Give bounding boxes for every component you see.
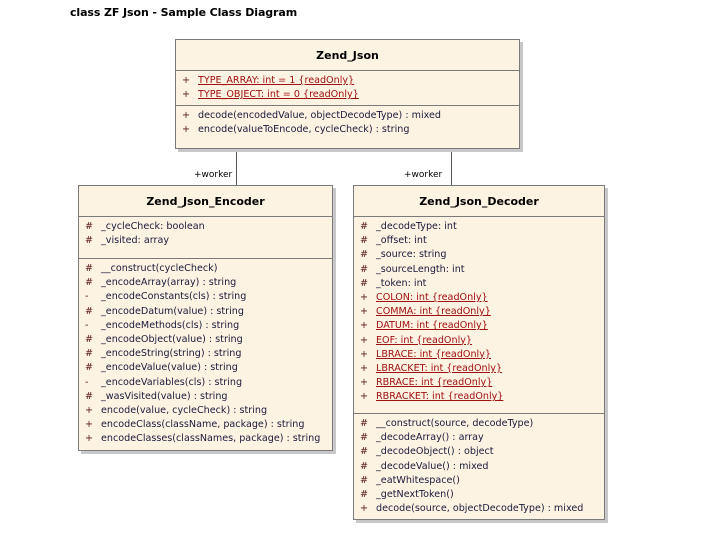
- attributes-compartment: [79, 217, 332, 259]
- member-row[interactable]: [354, 376, 604, 390]
- member-signature: decode(encodedValue, objectDecodeType) : mixed: [198, 110, 442, 121]
- member-signature: decode(source, objectDecodeType) : mixed: [376, 503, 584, 515]
- member-row[interactable]: [354, 502, 604, 516]
- visibility-marker: #: [360, 221, 369, 232]
- visibility-marker: #: [85, 305, 94, 317]
- association-line-decoder: [451, 149, 452, 186]
- class-zend-json-decoder[interactable]: [353, 185, 605, 520]
- member-row[interactable]: [354, 460, 604, 474]
- member-signature: _encodeVariables(cls) : string: [101, 376, 243, 388]
- visibility-marker: #: [85, 277, 94, 289]
- member-signature: RBRACE: int {readOnly}: [376, 377, 493, 389]
- member-row[interactable]: [354, 474, 604, 488]
- member-row[interactable]: [354, 445, 604, 459]
- member-signature: _encodeDatum(value) : string: [101, 305, 244, 317]
- visibility-marker: -: [85, 319, 89, 331]
- class-name: Zend_Json: [176, 40, 519, 71]
- class-zend-json-encoder[interactable]: [78, 185, 333, 451]
- visibility-marker: #: [360, 263, 369, 275]
- member-row[interactable]: [354, 277, 604, 291]
- operations-compartment: [354, 414, 604, 519]
- member-signature: LBRACE: int {readOnly}: [376, 348, 491, 360]
- visibility-marker: +: [182, 75, 191, 86]
- member-signature: _visited: array: [101, 235, 169, 247]
- member-signature: encode(valueToEncode, cycleCheck) : string: [198, 124, 410, 136]
- visibility-marker: #: [360, 277, 369, 289]
- member-signature: EOF: int {readOnly}: [376, 334, 473, 346]
- member-row[interactable]: [79, 290, 332, 304]
- attributes-compartment: [176, 71, 519, 106]
- visibility-marker: #: [360, 235, 369, 247]
- member-row[interactable]: [354, 348, 604, 362]
- member-signature: _encodeArray(array) : string: [101, 277, 237, 289]
- member-row[interactable]: [79, 376, 332, 390]
- visibility-marker: #: [360, 474, 369, 486]
- member-signature: encodeClasses(classNames, package) : string: [101, 433, 321, 445]
- member-signature: TYPE_ARRAY: int = 1 {readOnly}: [198, 75, 355, 86]
- visibility-marker: +: [360, 334, 369, 346]
- member-signature: _sourceLength: int: [376, 263, 465, 275]
- member-row[interactable]: [354, 263, 604, 277]
- member-signature: _getNextToken(): [376, 488, 454, 500]
- member-signature: _decodeArray() : array: [376, 432, 484, 444]
- member-signature: encode(value, cycleCheck) : string: [101, 404, 268, 416]
- member-signature: COLON: int {readOnly}: [376, 291, 488, 303]
- member-row[interactable]: [79, 347, 332, 361]
- member-signature: _wasVisited(value) : string: [101, 390, 228, 402]
- visibility-marker: +: [85, 419, 94, 431]
- member-signature: _encodeObject(value) : string: [101, 333, 243, 345]
- member-signature: _decodeObject() : object: [376, 446, 494, 458]
- visibility-marker: #: [360, 249, 369, 261]
- visibility-marker: -: [85, 376, 89, 388]
- visibility-marker: -: [85, 291, 89, 303]
- visibility-marker: #: [360, 432, 369, 444]
- member-signature: _decodeValue() : mixed: [376, 460, 489, 472]
- member-row[interactable]: [176, 74, 519, 88]
- member-signature: RBRACKET: int {readOnly}: [376, 391, 504, 403]
- association-line-encoder: [236, 149, 237, 186]
- visibility-marker: +: [85, 404, 94, 416]
- member-row[interactable]: [79, 276, 332, 290]
- member-signature: _eatWhitespace(): [376, 474, 460, 486]
- member-signature: _offset: int: [376, 235, 427, 247]
- member-row[interactable]: [79, 305, 332, 319]
- visibility-marker: +: [182, 89, 191, 101]
- role-label-decoder: +worker: [404, 170, 443, 180]
- attributes-compartment: [354, 217, 604, 414]
- member-row[interactable]: [354, 362, 604, 376]
- class-name: Zend_Json_Decoder: [354, 186, 604, 217]
- member-row[interactable]: [79, 319, 332, 333]
- visibility-marker: #: [85, 333, 94, 345]
- member-row[interactable]: [354, 390, 604, 404]
- member-signature: _source: string: [376, 249, 447, 261]
- visibility-marker: +: [182, 110, 191, 121]
- operations-compartment: [79, 259, 332, 450]
- member-signature: TYPE_OBJECT: int = 0 {readOnly}: [198, 89, 359, 101]
- visibility-marker: #: [85, 362, 94, 374]
- member-row[interactable]: [354, 319, 604, 333]
- member-row[interactable]: [176, 109, 519, 123]
- member-signature: _encodeConstants(cls) : string: [101, 291, 247, 303]
- member-row[interactable]: [176, 88, 519, 102]
- member-signature: _encodeString(string) : string: [101, 348, 242, 360]
- member-row[interactable]: [354, 248, 604, 262]
- visibility-marker: #: [85, 348, 94, 360]
- member-signature: _decodeType: int: [376, 221, 457, 232]
- member-signature: __construct(source, decodeType): [376, 418, 534, 429]
- visibility-marker: +: [360, 377, 369, 389]
- role-label-encoder: +worker: [194, 170, 233, 180]
- member-row[interactable]: [354, 417, 604, 431]
- member-signature: LBRACKET: int {readOnly}: [376, 362, 503, 374]
- member-signature: __construct(cycleCheck): [101, 263, 218, 274]
- member-row[interactable]: [79, 432, 332, 446]
- member-row[interactable]: [79, 404, 332, 418]
- visibility-marker: #: [360, 460, 369, 472]
- member-row[interactable]: [79, 220, 332, 234]
- class-zend-json[interactable]: [175, 39, 520, 149]
- member-row[interactable]: [79, 418, 332, 432]
- member-row[interactable]: [79, 333, 332, 347]
- class-name: Zend_Json_Encoder: [79, 186, 332, 217]
- member-signature: encodeClass(className, package) : string: [101, 419, 305, 431]
- member-row[interactable]: [354, 488, 604, 502]
- member-row[interactable]: [79, 234, 332, 248]
- member-signature: _token: int: [376, 277, 427, 289]
- visibility-marker: +: [85, 433, 94, 445]
- visibility-marker: +: [360, 306, 369, 318]
- member-row[interactable]: [354, 220, 604, 234]
- visibility-marker: #: [360, 446, 369, 458]
- visibility-marker: #: [360, 488, 369, 500]
- visibility-marker: #: [360, 418, 369, 429]
- member-signature: _encodeValue(value) : string: [101, 362, 238, 374]
- member-signature: COMMA: int {readOnly}: [376, 306, 491, 318]
- visibility-marker: +: [360, 291, 369, 303]
- member-row[interactable]: [79, 361, 332, 375]
- member-row[interactable]: [354, 334, 604, 348]
- visibility-marker: #: [85, 221, 94, 232]
- visibility-marker: +: [360, 362, 369, 374]
- member-signature: DATUM: int {readOnly}: [376, 320, 488, 332]
- diagram-title: class ZF Json - Sample Class Diagram: [70, 6, 298, 19]
- visibility-marker: +: [182, 124, 191, 136]
- member-row[interactable]: [354, 291, 604, 305]
- member-row[interactable]: [354, 234, 604, 248]
- visibility-marker: #: [85, 235, 94, 247]
- operations-compartment: [176, 106, 519, 148]
- visibility-marker: +: [360, 348, 369, 360]
- visibility-marker: +: [360, 503, 369, 515]
- visibility-marker: +: [360, 320, 369, 332]
- visibility-marker: #: [85, 390, 94, 402]
- member-row[interactable]: [79, 390, 332, 404]
- member-signature: _encodeMethods(cls) : string: [101, 319, 240, 331]
- member-row[interactable]: [354, 305, 604, 319]
- member-row[interactable]: [79, 262, 332, 276]
- visibility-marker: #: [85, 263, 94, 274]
- member-row[interactable]: [176, 123, 519, 137]
- visibility-marker: +: [360, 391, 369, 403]
- member-row[interactable]: [354, 431, 604, 445]
- member-signature: _cycleCheck: boolean: [101, 221, 205, 232]
